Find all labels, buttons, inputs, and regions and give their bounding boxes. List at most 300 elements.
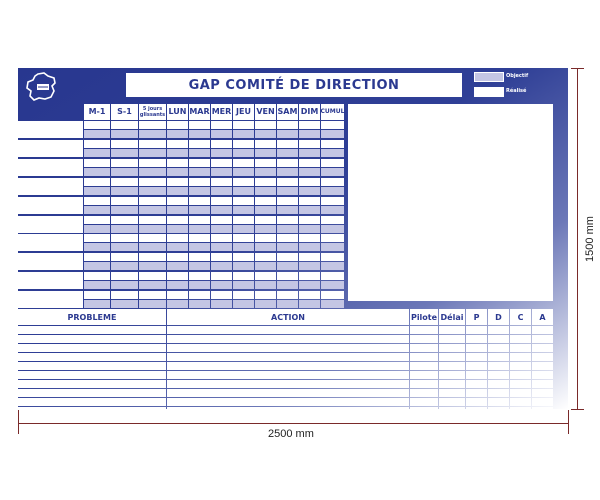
problem-table-cell[interactable] [167, 335, 409, 343]
realised-cell[interactable] [111, 140, 138, 148]
realised-cell[interactable] [189, 253, 210, 261]
realised-cell[interactable] [111, 253, 138, 261]
realised-cell[interactable] [277, 121, 298, 129]
realised-cell[interactable] [111, 234, 138, 242]
realised-cell[interactable] [189, 197, 210, 205]
problem-table-cell[interactable] [18, 380, 166, 388]
objective-cell[interactable] [277, 300, 298, 308]
realised-cell[interactable] [233, 291, 254, 299]
realised-cell[interactable] [139, 178, 166, 186]
objective-cell[interactable] [211, 281, 232, 289]
realised-cell[interactable] [84, 197, 110, 205]
realised-cell[interactable] [255, 159, 276, 167]
objective-cell[interactable] [139, 168, 166, 176]
realised-cell[interactable] [233, 121, 254, 129]
objective-cell[interactable] [255, 262, 276, 270]
realised-cell[interactable] [211, 197, 232, 205]
objective-cell[interactable] [299, 262, 320, 270]
realised-cell[interactable] [321, 272, 344, 280]
realised-cell[interactable] [84, 121, 110, 129]
realised-cell[interactable] [277, 178, 298, 186]
problem-table-cell[interactable] [532, 344, 553, 352]
problem-table-cell[interactable] [167, 380, 409, 388]
objective-cell[interactable] [167, 262, 188, 270]
problem-table-cell[interactable] [18, 335, 166, 343]
problem-table-cell[interactable] [532, 353, 553, 361]
objective-cell[interactable] [299, 206, 320, 214]
problem-table-cell[interactable] [18, 353, 166, 361]
realised-cell[interactable] [255, 216, 276, 224]
problem-table-cell[interactable] [466, 335, 487, 343]
objective-cell[interactable] [321, 225, 344, 233]
realised-cell[interactable] [233, 234, 254, 242]
realised-cell[interactable] [255, 197, 276, 205]
realised-cell[interactable] [321, 253, 344, 261]
realised-cell[interactable] [277, 216, 298, 224]
realised-cell[interactable] [299, 178, 320, 186]
realised-cell[interactable] [277, 140, 298, 148]
realised-cell[interactable] [321, 140, 344, 148]
problem-table-cell[interactable] [439, 371, 465, 379]
objective-cell[interactable] [277, 206, 298, 214]
problem-table-cell[interactable] [439, 326, 465, 334]
realised-cell[interactable] [321, 234, 344, 242]
problem-table-cell[interactable] [167, 344, 409, 352]
objective-cell[interactable] [299, 225, 320, 233]
realised-cell[interactable] [167, 272, 188, 280]
objective-cell[interactable] [233, 168, 254, 176]
realised-cell[interactable] [277, 272, 298, 280]
problem-table-cell[interactable] [510, 326, 531, 334]
realised-cell[interactable] [139, 272, 166, 280]
problem-table-cell[interactable] [510, 335, 531, 343]
objective-cell[interactable] [167, 187, 188, 195]
realised-cell[interactable] [84, 253, 110, 261]
objective-cell[interactable] [84, 206, 110, 214]
problem-table-cell[interactable] [410, 353, 438, 361]
objective-cell[interactable] [277, 187, 298, 195]
objective-cell[interactable] [211, 168, 232, 176]
objective-cell[interactable] [211, 130, 232, 138]
realised-cell[interactable] [84, 272, 110, 280]
problem-table-cell[interactable] [510, 407, 531, 415]
objective-cell[interactable] [255, 243, 276, 251]
realised-cell[interactable] [255, 178, 276, 186]
objective-cell[interactable] [211, 206, 232, 214]
objective-cell[interactable] [189, 206, 210, 214]
realised-cell[interactable] [299, 253, 320, 261]
problem-table-cell[interactable] [167, 326, 409, 334]
realised-cell[interactable] [84, 178, 110, 186]
realised-cell[interactable] [211, 291, 232, 299]
objective-cell[interactable] [233, 187, 254, 195]
realised-cell[interactable] [299, 234, 320, 242]
objective-cell[interactable] [299, 130, 320, 138]
objective-cell[interactable] [277, 262, 298, 270]
problem-table-cell[interactable] [510, 353, 531, 361]
problem-table-cell[interactable] [466, 380, 487, 388]
realised-cell[interactable] [189, 159, 210, 167]
realised-cell[interactable] [189, 291, 210, 299]
problem-table-cell[interactable] [510, 389, 531, 397]
objective-cell[interactable] [111, 168, 138, 176]
realised-cell[interactable] [299, 272, 320, 280]
realised-cell[interactable] [277, 253, 298, 261]
realised-cell[interactable] [255, 121, 276, 129]
problem-table-cell[interactable] [18, 389, 166, 397]
objective-cell[interactable] [321, 149, 344, 157]
objective-cell[interactable] [167, 300, 188, 308]
indicator-name-cell[interactable] [18, 291, 83, 308]
realised-cell[interactable] [167, 291, 188, 299]
objective-cell[interactable] [211, 187, 232, 195]
objective-cell[interactable] [321, 206, 344, 214]
objective-cell[interactable] [233, 300, 254, 308]
realised-cell[interactable] [189, 178, 210, 186]
realised-cell[interactable] [167, 216, 188, 224]
realised-cell[interactable] [84, 216, 110, 224]
realised-cell[interactable] [255, 234, 276, 242]
problem-table-cell[interactable] [439, 380, 465, 388]
problem-table-cell[interactable] [510, 380, 531, 388]
realised-cell[interactable] [189, 216, 210, 224]
objective-cell[interactable] [211, 225, 232, 233]
realised-cell[interactable] [84, 159, 110, 167]
indicator-name-cell[interactable] [18, 272, 83, 289]
problem-table-cell[interactable] [488, 326, 509, 334]
objective-cell[interactable] [84, 243, 110, 251]
objective-cell[interactable] [255, 149, 276, 157]
objective-cell[interactable] [139, 225, 166, 233]
objective-cell[interactable] [277, 149, 298, 157]
objective-cell[interactable] [167, 130, 188, 138]
indicator-name-cell[interactable] [18, 234, 83, 251]
realised-cell[interactable] [211, 253, 232, 261]
realised-cell[interactable] [211, 234, 232, 242]
realised-cell[interactable] [233, 272, 254, 280]
problem-table-cell[interactable] [488, 344, 509, 352]
realised-cell[interactable] [111, 121, 138, 129]
indicator-name-cell[interactable] [18, 159, 83, 176]
realised-cell[interactable] [189, 121, 210, 129]
problem-table-cell[interactable] [439, 344, 465, 352]
objective-cell[interactable] [233, 281, 254, 289]
objective-cell[interactable] [139, 187, 166, 195]
realised-cell[interactable] [277, 234, 298, 242]
objective-cell[interactable] [84, 149, 110, 157]
realised-cell[interactable] [84, 234, 110, 242]
objective-cell[interactable] [321, 243, 344, 251]
objective-cell[interactable] [255, 130, 276, 138]
objective-cell[interactable] [111, 243, 138, 251]
problem-table-cell[interactable] [510, 344, 531, 352]
realised-cell[interactable] [211, 121, 232, 129]
problem-table-cell[interactable] [167, 353, 409, 361]
realised-cell[interactable] [211, 140, 232, 148]
objective-cell[interactable] [233, 243, 254, 251]
objective-cell[interactable] [189, 281, 210, 289]
realised-cell[interactable] [139, 291, 166, 299]
problem-table-cell[interactable] [488, 371, 509, 379]
objective-cell[interactable] [255, 206, 276, 214]
objective-cell[interactable] [84, 187, 110, 195]
problem-table-cell[interactable] [167, 407, 409, 415]
realised-cell[interactable] [111, 178, 138, 186]
objective-cell[interactable] [167, 225, 188, 233]
realised-cell[interactable] [84, 140, 110, 148]
realised-cell[interactable] [139, 121, 166, 129]
realised-cell[interactable] [277, 197, 298, 205]
problem-table-cell[interactable] [466, 344, 487, 352]
problem-table-cell[interactable] [410, 389, 438, 397]
realised-cell[interactable] [233, 140, 254, 148]
realised-cell[interactable] [321, 121, 344, 129]
objective-cell[interactable] [84, 281, 110, 289]
realised-cell[interactable] [321, 291, 344, 299]
realised-cell[interactable] [167, 197, 188, 205]
objective-cell[interactable] [167, 149, 188, 157]
objective-cell[interactable] [211, 243, 232, 251]
objective-cell[interactable] [189, 300, 210, 308]
indicator-name-cell[interactable] [18, 216, 83, 233]
problem-table-cell[interactable] [466, 389, 487, 397]
objective-cell[interactable] [84, 262, 110, 270]
objective-cell[interactable] [111, 149, 138, 157]
problem-table-cell[interactable] [466, 362, 487, 370]
indicator-name-cell[interactable] [18, 140, 83, 157]
realised-cell[interactable] [139, 140, 166, 148]
objective-cell[interactable] [189, 149, 210, 157]
realised-cell[interactable] [299, 140, 320, 148]
problem-table-cell[interactable] [410, 362, 438, 370]
objective-cell[interactable] [189, 130, 210, 138]
chart-panel[interactable] [348, 104, 553, 301]
objective-cell[interactable] [111, 262, 138, 270]
objective-cell[interactable] [321, 168, 344, 176]
objective-cell[interactable] [233, 206, 254, 214]
objective-cell[interactable] [111, 225, 138, 233]
indicator-name-cell[interactable] [18, 253, 83, 270]
objective-cell[interactable] [139, 243, 166, 251]
objective-cell[interactable] [299, 149, 320, 157]
realised-cell[interactable] [167, 121, 188, 129]
realised-cell[interactable] [255, 291, 276, 299]
indicator-name-cell[interactable] [18, 178, 83, 195]
realised-cell[interactable] [233, 253, 254, 261]
objective-cell[interactable] [321, 262, 344, 270]
objective-cell[interactable] [84, 225, 110, 233]
objective-cell[interactable] [299, 168, 320, 176]
problem-table-cell[interactable] [532, 326, 553, 334]
realised-cell[interactable] [277, 291, 298, 299]
objective-cell[interactable] [139, 149, 166, 157]
problem-table-cell[interactable] [410, 326, 438, 334]
realised-cell[interactable] [233, 178, 254, 186]
problem-table-cell[interactable] [488, 389, 509, 397]
problem-table-cell[interactable] [488, 362, 509, 370]
problem-table-cell[interactable] [410, 371, 438, 379]
objective-cell[interactable] [189, 262, 210, 270]
problem-table-cell[interactable] [532, 389, 553, 397]
objective-cell[interactable] [321, 281, 344, 289]
objective-cell[interactable] [321, 300, 344, 308]
realised-cell[interactable] [299, 121, 320, 129]
objective-cell[interactable] [167, 243, 188, 251]
objective-cell[interactable] [211, 262, 232, 270]
objective-cell[interactable] [277, 281, 298, 289]
problem-table-cell[interactable] [532, 380, 553, 388]
indicator-name-cell[interactable] [18, 121, 83, 138]
problem-table-cell[interactable] [18, 344, 166, 352]
problem-table-cell[interactable] [466, 371, 487, 379]
objective-cell[interactable] [299, 187, 320, 195]
realised-cell[interactable] [321, 159, 344, 167]
realised-cell[interactable] [299, 216, 320, 224]
problem-table-cell[interactable] [439, 407, 465, 415]
objective-cell[interactable] [255, 168, 276, 176]
realised-cell[interactable] [139, 159, 166, 167]
objective-cell[interactable] [255, 300, 276, 308]
objective-cell[interactable] [211, 149, 232, 157]
objective-cell[interactable] [111, 130, 138, 138]
problem-table-cell[interactable] [488, 407, 509, 415]
objective-cell[interactable] [255, 225, 276, 233]
objective-cell[interactable] [233, 130, 254, 138]
problem-table-cell[interactable] [18, 371, 166, 379]
problem-table-cell[interactable] [510, 371, 531, 379]
objective-cell[interactable] [139, 300, 166, 308]
realised-cell[interactable] [211, 272, 232, 280]
realised-cell[interactable] [167, 140, 188, 148]
realised-cell[interactable] [211, 216, 232, 224]
realised-cell[interactable] [139, 234, 166, 242]
realised-cell[interactable] [321, 178, 344, 186]
problem-table-cell[interactable] [532, 407, 553, 415]
realised-cell[interactable] [211, 178, 232, 186]
objective-cell[interactable] [277, 243, 298, 251]
objective-cell[interactable] [139, 206, 166, 214]
objective-cell[interactable] [277, 168, 298, 176]
problem-table-cell[interactable] [167, 389, 409, 397]
objective-cell[interactable] [233, 262, 254, 270]
realised-cell[interactable] [255, 272, 276, 280]
problem-table-cell[interactable] [488, 353, 509, 361]
realised-cell[interactable] [189, 234, 210, 242]
problem-table-cell[interactable] [532, 335, 553, 343]
objective-cell[interactable] [321, 187, 344, 195]
problem-table-cell[interactable] [167, 398, 409, 406]
realised-cell[interactable] [84, 291, 110, 299]
realised-cell[interactable] [139, 216, 166, 224]
problem-table-cell[interactable] [439, 389, 465, 397]
problem-table-cell[interactable] [510, 362, 531, 370]
realised-cell[interactable] [167, 253, 188, 261]
realised-cell[interactable] [321, 197, 344, 205]
realised-cell[interactable] [167, 178, 188, 186]
problem-table-cell[interactable] [510, 398, 531, 406]
problem-table-cell[interactable] [466, 353, 487, 361]
objective-cell[interactable] [255, 281, 276, 289]
realised-cell[interactable] [211, 159, 232, 167]
problem-table-cell[interactable] [410, 335, 438, 343]
objective-cell[interactable] [299, 300, 320, 308]
problem-table-cell[interactable] [18, 398, 166, 406]
realised-cell[interactable] [255, 140, 276, 148]
objective-cell[interactable] [139, 130, 166, 138]
problem-table-cell[interactable] [488, 335, 509, 343]
indicator-name-cell[interactable] [18, 197, 83, 214]
realised-cell[interactable] [167, 159, 188, 167]
problem-table-cell[interactable] [18, 326, 166, 334]
problem-table-cell[interactable] [410, 398, 438, 406]
objective-cell[interactable] [167, 281, 188, 289]
problem-table-cell[interactable] [466, 326, 487, 334]
problem-table-cell[interactable] [18, 362, 166, 370]
objective-cell[interactable] [189, 168, 210, 176]
problem-table-cell[interactable] [466, 407, 487, 415]
realised-cell[interactable] [139, 197, 166, 205]
objective-cell[interactable] [277, 130, 298, 138]
objective-cell[interactable] [189, 243, 210, 251]
realised-cell[interactable] [167, 234, 188, 242]
problem-table-cell[interactable] [410, 407, 438, 415]
objective-cell[interactable] [111, 187, 138, 195]
problem-table-cell[interactable] [532, 398, 553, 406]
problem-table-cell[interactable] [466, 398, 487, 406]
objective-cell[interactable] [84, 168, 110, 176]
objective-cell[interactable] [321, 130, 344, 138]
realised-cell[interactable] [299, 291, 320, 299]
objective-cell[interactable] [211, 300, 232, 308]
realised-cell[interactable] [111, 216, 138, 224]
problem-table-cell[interactable] [18, 407, 166, 415]
objective-cell[interactable] [299, 281, 320, 289]
objective-cell[interactable] [299, 243, 320, 251]
objective-cell[interactable] [255, 187, 276, 195]
realised-cell[interactable] [233, 216, 254, 224]
realised-cell[interactable] [299, 197, 320, 205]
realised-cell[interactable] [111, 291, 138, 299]
objective-cell[interactable] [189, 225, 210, 233]
problem-table-cell[interactable] [439, 335, 465, 343]
realised-cell[interactable] [233, 197, 254, 205]
problem-table-cell[interactable] [439, 353, 465, 361]
problem-table-cell[interactable] [439, 398, 465, 406]
realised-cell[interactable] [111, 197, 138, 205]
problem-table-cell[interactable] [439, 362, 465, 370]
realised-cell[interactable] [255, 253, 276, 261]
objective-cell[interactable] [189, 187, 210, 195]
objective-cell[interactable] [139, 281, 166, 289]
problem-table-cell[interactable] [488, 380, 509, 388]
objective-cell[interactable] [277, 225, 298, 233]
objective-cell[interactable] [139, 262, 166, 270]
problem-table-cell[interactable] [167, 371, 409, 379]
realised-cell[interactable] [111, 159, 138, 167]
realised-cell[interactable] [321, 216, 344, 224]
objective-cell[interactable] [111, 300, 138, 308]
objective-cell[interactable] [84, 130, 110, 138]
objective-cell[interactable] [111, 281, 138, 289]
realised-cell[interactable] [139, 253, 166, 261]
problem-table-cell[interactable] [167, 362, 409, 370]
objective-cell[interactable] [111, 206, 138, 214]
problem-table-cell[interactable] [410, 380, 438, 388]
objective-cell[interactable] [233, 149, 254, 157]
problem-table-cell[interactable] [410, 344, 438, 352]
objective-cell[interactable] [84, 300, 110, 308]
objective-cell[interactable] [233, 225, 254, 233]
